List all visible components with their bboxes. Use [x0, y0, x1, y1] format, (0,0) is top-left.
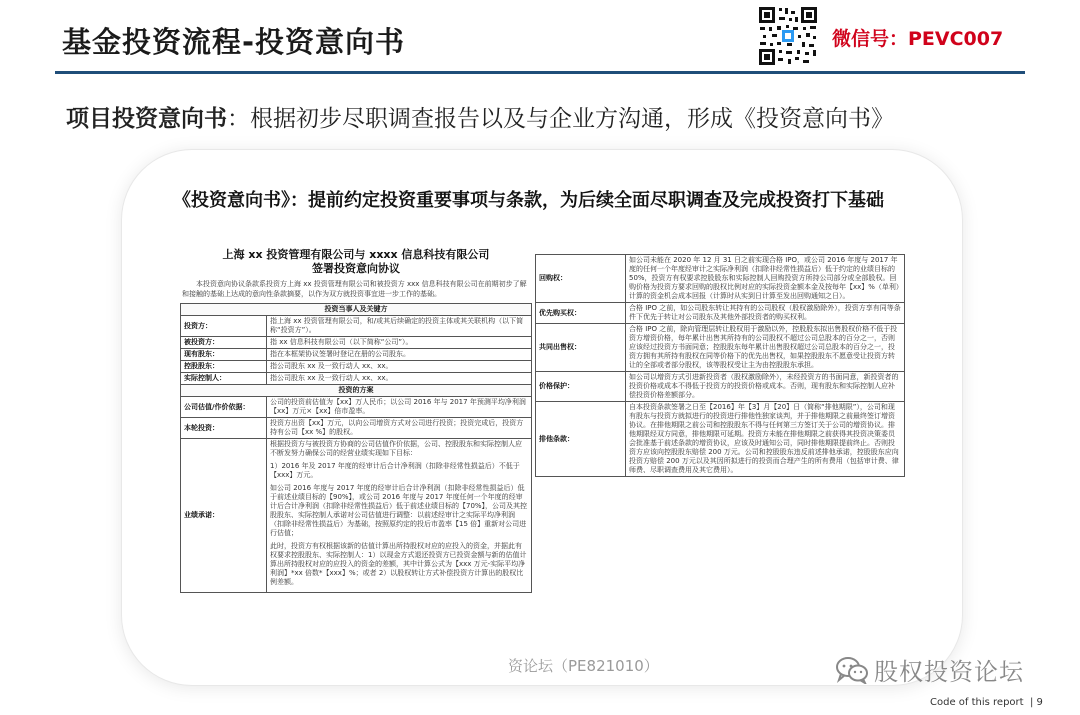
terms-table-right: [535, 254, 905, 477]
watermark-brand-text: 股权投资论坛: [874, 658, 1024, 686]
section-header: 投资的方案: [181, 385, 532, 397]
term-value: 合格 IPO 之前，除向管理层转让股权用于激励以外，控股股东拟出售股权价格不低于投资方增资价格，每年累计出售其所持有的公司股权不超过公司总股本的百分之一，否则应该经过投资方书面同意；控股股东每年累计出售股权超过公司总股本的百分之一，投资方拥有其所持有股权在同等价格下的优先出售权，如果控股股东不愿意受让投资方转让的全部或者部分股权，该等股权受让主为由控股股东承担。: [626, 324, 905, 372]
header-divider: [55, 71, 1025, 74]
table-row: [536, 324, 905, 372]
footer-separator: |: [1029, 697, 1034, 708]
term-label: 被投资方：: [181, 337, 267, 349]
footer-label: Code of this report: [930, 697, 1024, 708]
term-paragraph: 此时，投资方有权根据该新的估值计算出所持股权对应的应投入的资金，并据此有权要求控股股东、实际控制人：1）以现金方式退还投资方已投资金额与新的估值计算出所持股权对应的应投入的资金的差额，其中计算公式为【xxx 万元-实际平均净利润】*xx 倍数*【xxx】%；或者 2）以股权转让方式补偿投资方计算出的股权比例差额。: [270, 542, 527, 586]
table-row: [181, 418, 532, 439]
term-value: 合格 IPO 之前，如公司股东转让其持有的公司股权（股权激励除外），投资方享有同等条件下优先于转让对公司股东及其他外部投资者的购买权利。: [626, 303, 905, 324]
table-section-row: [181, 385, 532, 397]
term-paragraph: 1）2016 年及 2017 年度的经审计后合计净利润（扣除非经常性损益后）不低于【xxx】万元。: [270, 462, 520, 479]
term-value: 公司的投资前估值为【xx】万人民币；以公司 2016 年与 2017 年预测平均净利润【xx】万元×【xx】倍市盈率。: [267, 397, 532, 418]
term-label: 排他条款：: [536, 402, 626, 477]
term-label: 价格保护：: [536, 372, 626, 402]
term-value: 如公司未能在 2020 年 12 月 31 日之前实现合格 IPO，或公司 2016 年度与 2017 年度的任何一个年度经审计之实际净利润（扣除非经常性损益后）低于约定的业绩目标的 50%，投资方有权要求控股股东和实际控制人回购投资方所持公司部分或全部股权。回购价格为投资方要求回购的股权比例对应的实际投资金额本金及按每年【xx】%（单利）计算的资金机会成本回报（计算时从实到日计算至发出回购通知之日）。: [626, 255, 905, 303]
term-value: 如公司以增资方式引进新投资者（股权激励除外），未经投资方的书面同意，新投资者的投资价格或成本不得低于投资方的投资价格或成本。否则，现有股东和实际控制人应补偿投资价格差额部分。: [626, 372, 905, 402]
table-row: [536, 255, 905, 303]
section-subtitle: [66, 100, 894, 133]
term-label: 控股股东：: [181, 361, 267, 373]
term-label: 投资方：: [181, 316, 267, 337]
table-row: [536, 303, 905, 324]
term-label: 实际控制人：: [181, 373, 267, 385]
term-value: 指 xx 信息科技有限公司（以下简称“公司”）。: [267, 337, 532, 349]
page-title: 基金投资流程-投资意向书: [62, 25, 406, 59]
term-value: 指在本框架协议签署时登记在册的公司股东。: [267, 349, 532, 361]
table-row: [181, 337, 532, 349]
table-row: [181, 349, 532, 361]
table-row: [181, 361, 532, 373]
term-value: 投资方出资【xx】万元，以向公司增资方式对公司进行投资；投资完成后，投资方持有公司【xx %】的股权。: [267, 418, 532, 439]
document-title-line2: 签署投资意向协议: [312, 262, 400, 275]
wechat-logo-icon: [835, 656, 869, 684]
term-label: 本轮投资：: [181, 418, 267, 439]
term-value: 指上海 xx 投资管理有限公司，和/或其后续确定的投资主体或其关联机构（以下简称“投资方”）。: [267, 316, 532, 337]
card-heading: 《投资意向书》：提前约定投资重要事项与条款，为后续全面尽职调查及完成投资打下基础: [173, 190, 884, 211]
page-footer: [930, 697, 1043, 708]
table-section-row: [181, 304, 532, 316]
page-number: 9: [1036, 697, 1043, 708]
term-label: 现有股东：: [181, 349, 267, 361]
section-header: 投资当事人及关键方: [181, 304, 532, 316]
term-paragraph: 如公司 2016 年度与 2017 年度的经审计后合计净利润（扣除非经常性损益后）低于前述业绩目标的【90%】，或公司 2016 年度与 2017 年度任何一个年度的经审计后合计净利润（扣除非经常性损益后）低于前述业绩目标的【70%】，公司及其控股股东、实际控制人承诺对公司估值进行调整：以前述经审计之实际平均净利润（扣除非经常性损益后）为基础，按照原约定的投后市盈率【15 倍】重新对公司进行估值；: [270, 484, 528, 537]
document-title-line1: 上海 xx 投资管理有限公司与 xxxx 信息科技有限公司: [222, 248, 490, 261]
document-page-left: [180, 248, 532, 678]
qr-code-icon: [757, 5, 819, 67]
term-value: [267, 439, 532, 593]
watermark-text: 资论坛（PE821010）: [508, 657, 659, 675]
table-row: [536, 372, 905, 402]
subtitle-rest: ：根据初步尽职调查报告以及与企业方沟通，形成《投资意向书》: [227, 106, 894, 132]
term-value: 指公司股东 xx 及一致行动人 xx、xx。: [267, 373, 532, 385]
wechat-id: 微信号：PEVC007: [832, 28, 1004, 50]
term-paragraph: 根据投资方与被投资方协商的公司估值作价依据，公司、控股股东和实际控制人应不断发努力确保公司的经营业绩实现如下目标：: [270, 440, 522, 457]
terms-table-left: [180, 303, 532, 593]
table-row: [536, 402, 905, 477]
term-value: 指公司股东 xx 及一致行动人 xx、xx。: [267, 361, 532, 373]
document-intro: 本投资意向协议条款系投资方上海 xx 投资管理有限公司和被投资方 xxx 信息科技有限公司在前期初步了解和接触的基础上达成的意向性条款摘要，以作为双方就投资事宜进一步工作的基础。: [182, 280, 527, 298]
term-label: 优先购买权：: [536, 303, 626, 324]
term-label: 共同出售权：: [536, 324, 626, 372]
document-page-right: [535, 254, 905, 679]
term-label: 回购权：: [536, 255, 626, 303]
term-value: 自本投资条款签署之日至【2016】年【3】月【20】日（简称“排他期限”），公司和现有股东与投资方就拟进行的投资进行排他性独家谈判，并于排他期限之前最终签订增资协议。在排他期限之前公司和控股股东不得与任何第三方签订关于公司的增资协议。排他期限经双方同意，排他期限可延期。投资方未能在排他期限之前获得其投资决策委员会批准基于前述条款的增资协议，应该及时通知公司，同时排他期限提前终止。否则投资方应该向控股股东赔偿 200 万元。公司和控股股东违反前述排他承诺，控股股东应向投资方赔偿 200 万元以及其因所拟进行的投资而合理产生的所有费用（包括审计费、律师费、尽职调查费用及其它费用）。: [626, 402, 905, 477]
watermark-brand: [835, 652, 1024, 687]
table-row: [181, 316, 532, 337]
table-row: [181, 397, 532, 418]
term-label: 公司估值/作价依据：: [181, 397, 267, 418]
table-row: [181, 373, 532, 385]
term-label: 业绩承诺：: [181, 439, 267, 593]
subtitle-bold: 项目投资意向书: [66, 106, 227, 132]
table-row: [181, 439, 532, 593]
